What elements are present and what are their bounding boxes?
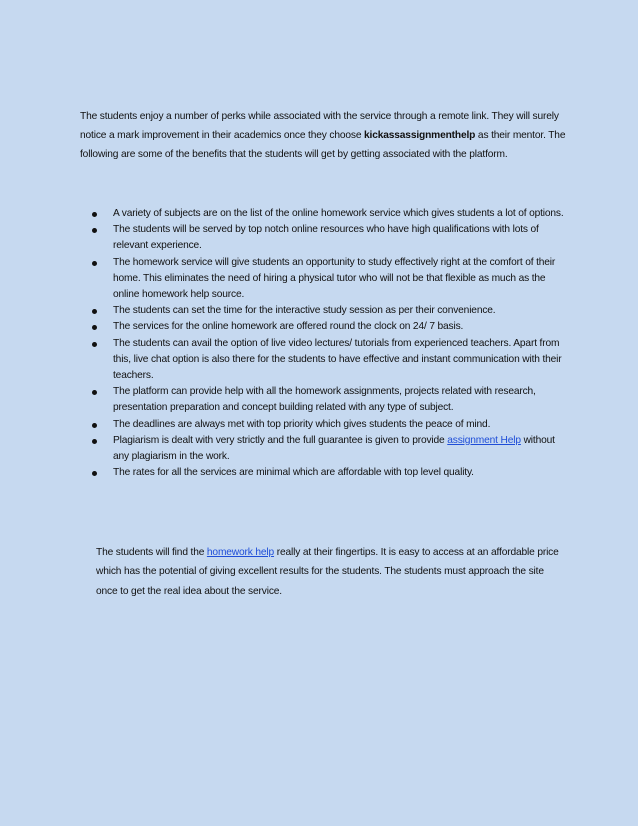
bullet-icon xyxy=(92,309,97,314)
bullet-icon xyxy=(92,325,97,330)
list-item-text: A variety of subjects are on the list of the online homework service which gives students a lot of options. xyxy=(113,208,564,219)
list-item xyxy=(88,206,568,222)
bullet-icon xyxy=(92,439,97,444)
closing-paragraph xyxy=(96,543,566,601)
list-item-text: The homework service will give students an opportunity to study effectively right at the comfort of their home. This eliminates the need of hiring a physical tutor who will not be that flexible as much as the online homework help source. xyxy=(113,256,556,301)
list-item xyxy=(88,319,568,335)
list-item xyxy=(88,465,568,481)
bullet-icon xyxy=(92,342,97,347)
brand-name: kickassassignmenthelp xyxy=(364,130,476,142)
list-item-text: The students can avail the option of live video lectures/ tutorials from experienced teachers. Apart from this, live chat option is also there for the students to have effective and instant communication with their teachers. xyxy=(113,337,562,382)
intro-text-start: The students enjoy a number of perks while associated with the service through a remote link. They will surely notice a mark improvement in their academics once they choose xyxy=(80,111,559,142)
list-item xyxy=(88,384,568,416)
list-item xyxy=(88,303,568,319)
assignment-help-link[interactable]: assignment Help xyxy=(447,434,521,446)
list-item xyxy=(88,336,568,385)
list-item-text: The platform can provide help with all the homework assignments, projects related with research, presentation preparation and concept building related with any type of subject. xyxy=(113,386,536,414)
list-item xyxy=(88,433,568,465)
homework-help-link[interactable]: homework help xyxy=(206,547,275,558)
bullet-icon xyxy=(92,212,97,217)
list-item xyxy=(88,255,568,304)
list-item xyxy=(88,222,568,254)
closing-text-start: The students will find the xyxy=(96,547,207,558)
bullet-icon xyxy=(92,261,97,266)
intro-text-end: as their mentor. The following are some of the benefits that the students will get by getting associated with the platform. xyxy=(80,130,566,161)
list-item-text: Plagiarism is dealt with very strictly and the full guarantee is given to provide xyxy=(113,434,448,446)
benefits-list xyxy=(88,206,568,481)
bullet-icon xyxy=(92,390,97,395)
bullet-icon xyxy=(92,471,97,476)
list-item-text-end: without any plagiarism in the work. xyxy=(113,434,555,463)
list-item-text: The students can set the time for the interactive study session as per their convenience. xyxy=(113,305,496,317)
closing-text-end: really at their fingertips. It is easy to access at an affordable price which has the potential of giving excellent results for the students. The students must approach the site once to get the real idea about the service. xyxy=(96,547,559,597)
list-item-text: The rates for all the services are minimal which are affordable with top level quality. xyxy=(113,467,474,479)
list-item-text: The deadlines are always met with top priority which gives students the peace of mind. xyxy=(113,418,491,430)
list-item-text: The services for the online homework are offered round the clock on 24/ 7 basis. xyxy=(113,321,464,333)
bullet-icon xyxy=(92,228,97,233)
intro-paragraph xyxy=(80,107,580,165)
bullet-icon xyxy=(92,423,97,428)
list-item-text: The students will be served by top notch online resources who have high qualifications with lots of relevant experience. xyxy=(113,224,539,252)
list-item xyxy=(88,417,568,433)
